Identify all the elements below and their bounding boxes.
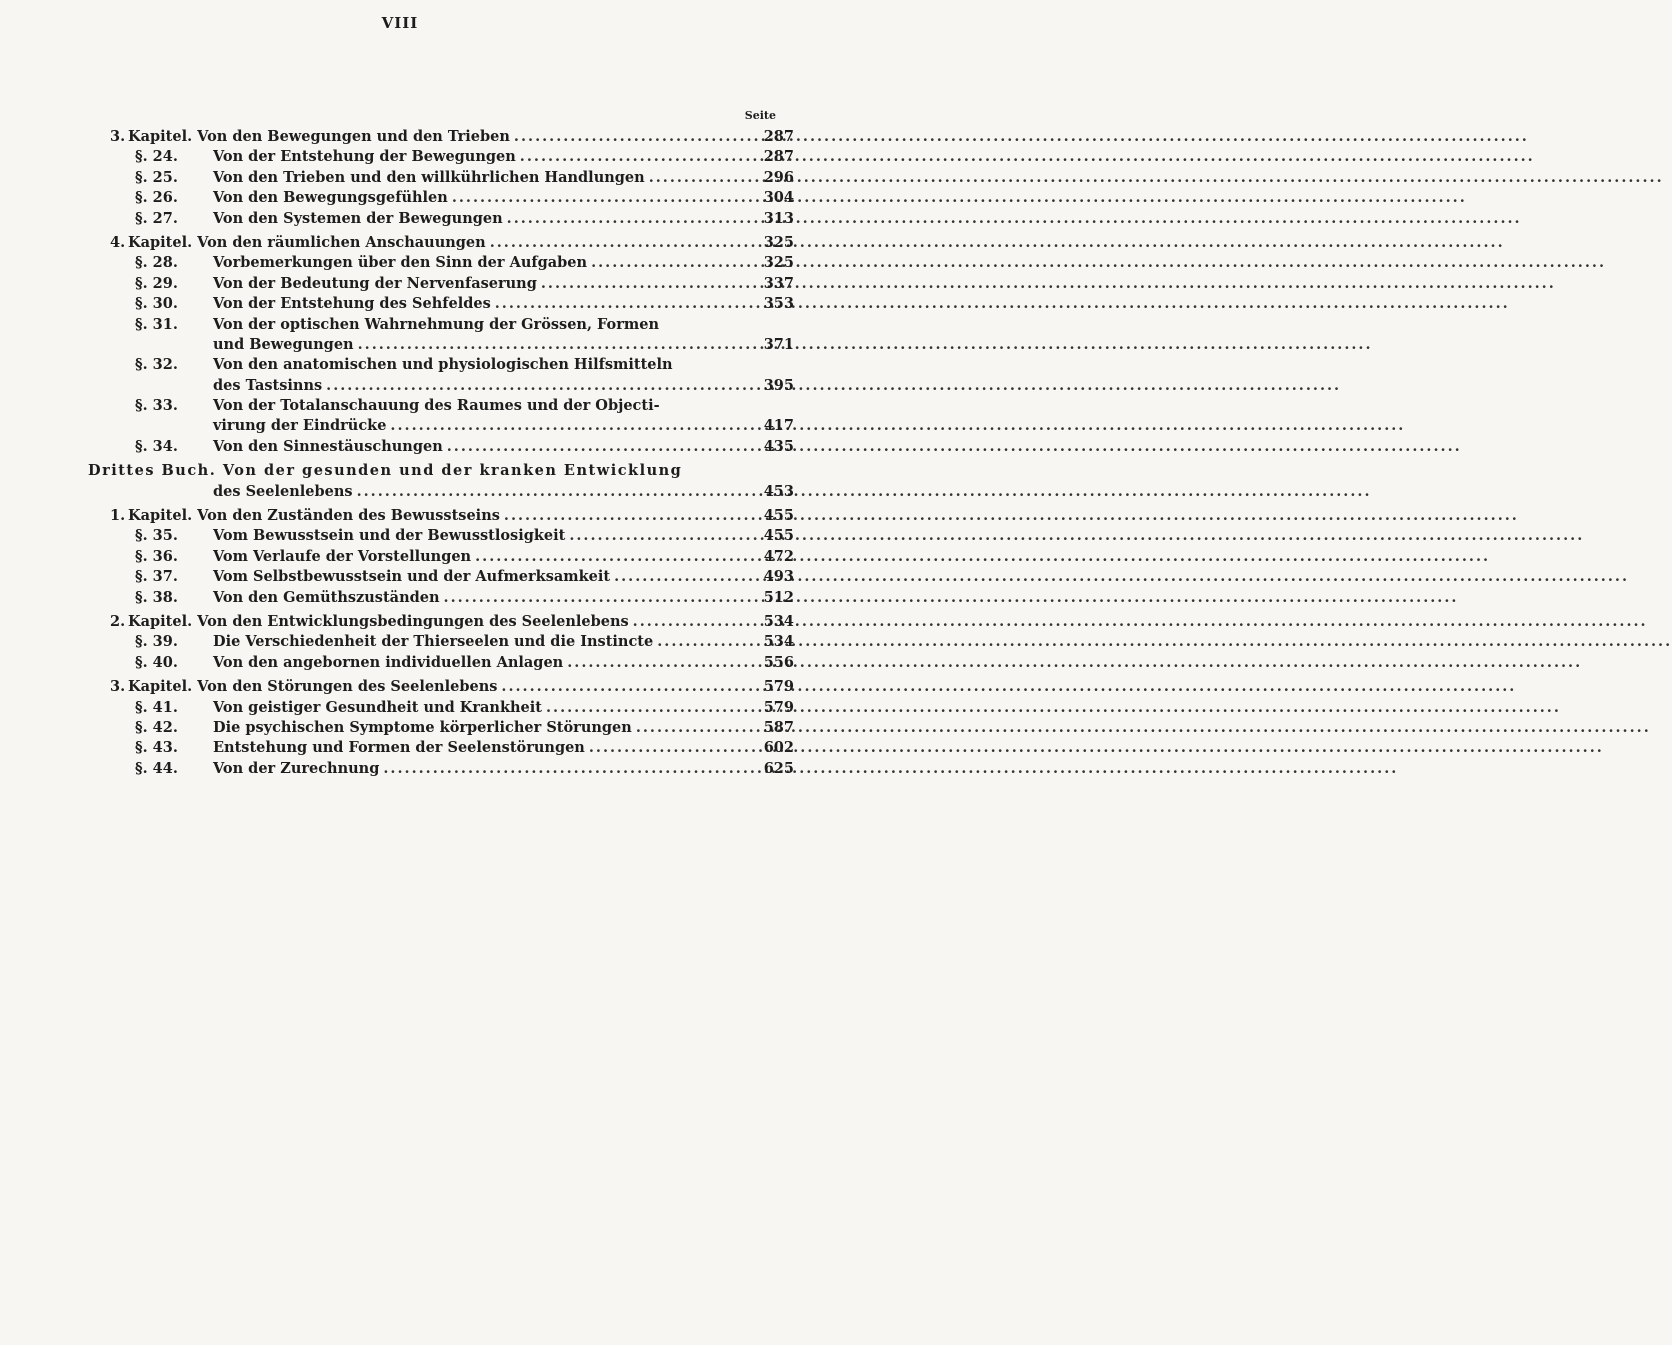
toc-entry-title: Von den Gemüthszuständen — [213, 588, 440, 606]
toc-entry — [110, 588, 794, 608]
leader-dots — [504, 506, 752, 526]
toc-entry-number: §. 26. — [135, 189, 178, 207]
leader-dots — [541, 274, 752, 294]
toc-entry — [110, 632, 794, 652]
leader-dots — [633, 612, 752, 632]
page-number: VIII — [381, 14, 419, 32]
toc-entry-page: 453 — [763, 482, 794, 500]
toc-entry-title: Von den angebornen individuellen Anlagen — [213, 653, 564, 671]
toc-entry-title: Von den Systemen der Bewegungen — [213, 209, 503, 227]
toc-entry-title: Von der Entstehung der Bewegungen — [213, 148, 516, 166]
toc-entry-number: §. 28. — [135, 254, 178, 272]
toc-entry-title: Drittes Buch. Von der gesunden und der kranken Entwicklung — [88, 462, 683, 480]
toc-entry-number: 3. — [110, 678, 126, 696]
toc-entry-title: Von geistiger Gesundheit und Krankheit — [213, 698, 542, 716]
toc-entry — [110, 188, 794, 208]
toc-entry-number: §. 40. — [135, 653, 178, 671]
toc-entry-page: 325 — [763, 233, 794, 251]
toc-entry-title: des Tastsinns — [213, 376, 323, 394]
toc-entry-title: Von der Entstehung des Sehfeldes — [213, 295, 491, 313]
toc-entry — [110, 718, 794, 738]
toc-entry-page: 417 — [763, 417, 794, 435]
toc-entry — [110, 355, 794, 375]
leader-dots — [475, 547, 752, 567]
toc-entry-number: §. 43. — [135, 739, 178, 757]
toc-entry — [110, 168, 794, 188]
toc-entry-page: 534 — [763, 633, 794, 651]
leader-dots — [657, 632, 752, 652]
toc-entry — [110, 547, 794, 567]
leader-dots — [520, 147, 752, 167]
leader-dots — [507, 209, 752, 229]
toc-entry-title: Von der Bedeutung der Nervenfaserung — [213, 274, 537, 292]
toc-entry — [110, 698, 794, 718]
leader-dots — [444, 588, 752, 608]
toc-entry — [110, 437, 794, 457]
leader-dots — [447, 437, 752, 457]
toc-entry — [110, 526, 794, 546]
toc-entry-page: 512 — [763, 588, 794, 606]
toc-entry-number: 4. — [110, 233, 126, 251]
toc-entry-number: 1. — [110, 507, 126, 525]
toc-entry-number: §. 38. — [135, 588, 178, 606]
leader-dots — [514, 127, 752, 147]
leader-dots — [501, 677, 752, 697]
toc-entry-number: §. 30. — [135, 295, 178, 313]
toc-entry-title: Vom Bewusstsein und der Bewusstlosigkeit — [213, 527, 566, 545]
toc-entry-title: Entstehung und Formen der Seelenstörungen — [213, 739, 585, 757]
toc-entry — [110, 335, 794, 355]
leader-dots — [636, 718, 752, 738]
page-column-label: Seite — [744, 109, 776, 122]
toc-entry-number: §. 27. — [135, 209, 178, 227]
toc-entry — [110, 653, 794, 673]
toc-entry-number: §. 39. — [135, 633, 178, 651]
toc-entry-page: 493 — [763, 568, 794, 586]
toc-entry-title: Die psychischen Symptome körperlicher Störungen — [213, 718, 632, 736]
toc-entry-page: 304 — [763, 189, 794, 207]
toc-entry — [110, 147, 794, 167]
toc-entry-number: §. 35. — [135, 527, 178, 545]
toc-entry-page: 455 — [763, 527, 794, 545]
toc-entry-number: §. 31. — [135, 315, 178, 333]
leader-dots — [495, 294, 752, 314]
book-page — [0, 0, 800, 1345]
toc-entry — [110, 612, 794, 632]
leader-dots — [490, 233, 752, 253]
toc-entry-page: 625 — [763, 759, 794, 777]
toc-entry-number: §. 33. — [135, 397, 178, 415]
toc-entry-title: virung der Eindrücke — [213, 417, 387, 435]
toc-entry — [110, 233, 794, 253]
toc-entry-number: §. 44. — [135, 759, 178, 777]
toc-entry-number: §. 25. — [135, 168, 178, 186]
toc-entry-page: 325 — [763, 254, 794, 272]
leader-dots — [546, 698, 752, 718]
toc-entry-title: Von den Sinnestäuschungen — [213, 437, 443, 455]
toc-entry — [110, 209, 794, 229]
toc-entry-page: 395 — [763, 376, 794, 394]
toc-entry-page: 579 — [763, 698, 794, 716]
toc-entry-number: §. 42. — [135, 718, 178, 736]
toc-entry-title: Kapitel. Von den Störungen des Seelenlebens — [128, 678, 498, 696]
toc-entry-number: §. 36. — [135, 547, 178, 565]
toc-entry — [110, 506, 794, 526]
leader-dots — [567, 653, 752, 673]
toc-entry-number: §. 41. — [135, 698, 178, 716]
toc-entry-page: 353 — [763, 295, 794, 313]
toc-entry-page: 337 — [763, 274, 794, 292]
toc-entry — [110, 294, 794, 314]
toc-entry-page: 287 — [763, 128, 794, 145]
toc-entry-number: 3. — [110, 128, 126, 145]
toc-entry-title: Von den Bewegungsgefühlen — [213, 189, 448, 207]
toc-entry-page: 472 — [763, 547, 794, 565]
toc-entry-title: Kapitel. Von den Bewegungen und den Trieben — [128, 128, 510, 145]
toc-entry-page: 579 — [763, 678, 794, 696]
toc-entry-title: Von der Totalanschauung des Raumes und der Objecti- — [213, 397, 660, 415]
leader-dots — [383, 759, 752, 779]
toc-entry-page: 371 — [763, 335, 794, 353]
leader-dots — [390, 416, 752, 436]
toc-entry-number: §. 34. — [135, 437, 178, 455]
toc-entry — [110, 376, 794, 396]
toc-entry — [110, 738, 794, 758]
toc-entry-title: Von der optischen Wahrnehmung der Grössen, Formen — [213, 315, 659, 333]
toc-entry-title: Kapitel. Von den Zuständen des Bewusstseins — [128, 507, 500, 525]
leader-dots — [591, 253, 752, 273]
toc-entry-title: Vom Verlaufe der Vorstellungen — [213, 547, 472, 565]
leader-dots — [326, 376, 752, 396]
toc-entry-title: Von den Trieben und den willkührlichen Handlungen — [213, 168, 645, 186]
leader-dots — [569, 526, 752, 546]
toc-entry — [110, 396, 794, 416]
toc-entry-page: 287 — [763, 148, 794, 166]
toc-entry-title: Von der Zurechnung — [213, 759, 380, 777]
toc-entry-page: 534 — [763, 612, 794, 630]
toc-entry-title: Kapitel. Von den Entwicklungsbedingungen des Seelenlebens — [128, 612, 629, 630]
leader-dots — [357, 482, 752, 502]
toc-entry-number: §. 32. — [135, 356, 178, 374]
toc-entry-number: 2. — [110, 612, 126, 630]
toc-entry-page: 556 — [763, 653, 794, 671]
toc-entry — [110, 677, 794, 697]
toc-entry-title: des Seelenlebens — [213, 482, 353, 500]
leader-dots — [452, 188, 752, 208]
toc-entry-page: 435 — [763, 437, 794, 455]
toc-entry-title: Vom Selbstbewusstsein und der Aufmerksamkeit — [213, 568, 611, 586]
toc-entry — [88, 461, 794, 481]
toc-entry-page: 296 — [763, 168, 794, 186]
toc-entry — [110, 315, 794, 335]
toc-entry-title: Kapitel. Von den räumlichen Anschauungen — [128, 233, 486, 251]
toc-entry — [110, 567, 794, 587]
toc-entry-title: Vorbemerkungen über den Sinn der Aufgaben — [213, 254, 588, 272]
toc-entry-page: 602 — [763, 739, 794, 757]
leader-dots — [614, 567, 752, 587]
leader-dots — [649, 168, 752, 188]
toc-entry — [110, 127, 794, 147]
toc-entry-page: 313 — [763, 209, 794, 227]
toc-entry-title: und Bewegungen — [213, 335, 354, 353]
toc-entry-number: §. 24. — [135, 148, 178, 166]
toc-entry-number: §. 29. — [135, 274, 178, 292]
leader-dots — [358, 335, 752, 355]
toc-entry-number: §. 37. — [135, 568, 178, 586]
table-of-contents — [88, 127, 794, 779]
toc-entry — [110, 759, 794, 779]
toc-entry — [110, 253, 794, 273]
toc-entry-page: 587 — [763, 718, 794, 736]
leader-dots — [589, 738, 752, 758]
toc-entry — [110, 482, 794, 502]
toc-entry-title: Die Verschiedenheit der Thierseelen und die Instincte — [213, 633, 654, 651]
toc-entry — [110, 416, 794, 436]
toc-entry-title: Von den anatomischen und physiologischen Hilfsmitteln — [213, 356, 673, 374]
toc-entry-page: 455 — [763, 507, 794, 525]
toc-entry — [110, 274, 794, 294]
